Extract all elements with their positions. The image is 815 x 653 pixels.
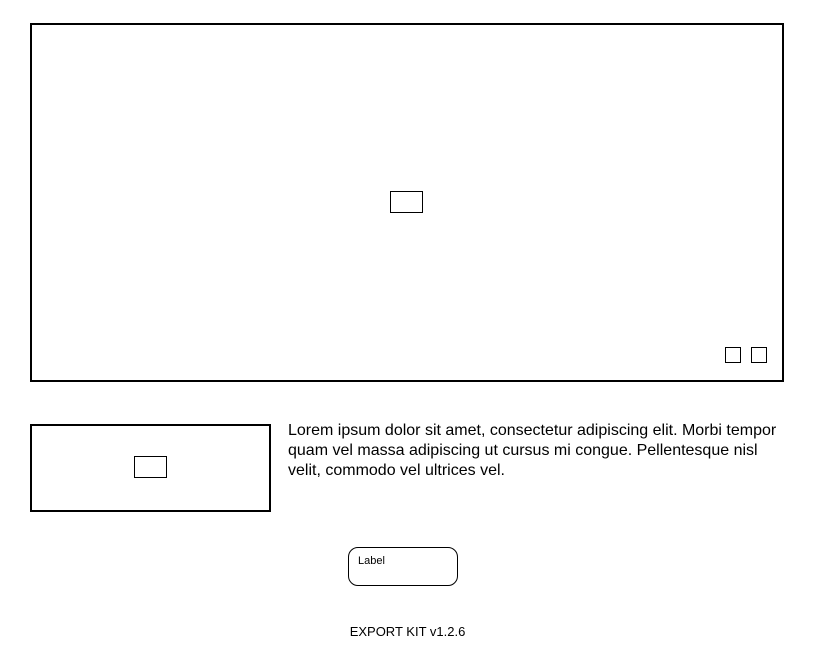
hero-image-placeholder-icon: [390, 191, 423, 213]
hero-media-frame[interactable]: [30, 23, 784, 382]
footer-version-text: EXPORT KIT v1.2.6: [349, 624, 466, 639]
thumbnail-media-frame[interactable]: [30, 424, 271, 512]
body-paragraph: Lorem ipsum dolor sit amet, consectetur adipiscing elit. Morbi tempor quam vel massa adipiscing ut cursus mi congue. Pellentesque nisl velit, commodo vel ultrices vel.: [288, 422, 777, 479]
label-button-text: Label: [358, 555, 385, 567]
thumbnail-image-placeholder-icon: [134, 456, 167, 478]
hero-control-square-2[interactable]: [751, 347, 767, 363]
label-button[interactable]: [348, 547, 458, 586]
hero-control-square-1[interactable]: [725, 347, 741, 363]
